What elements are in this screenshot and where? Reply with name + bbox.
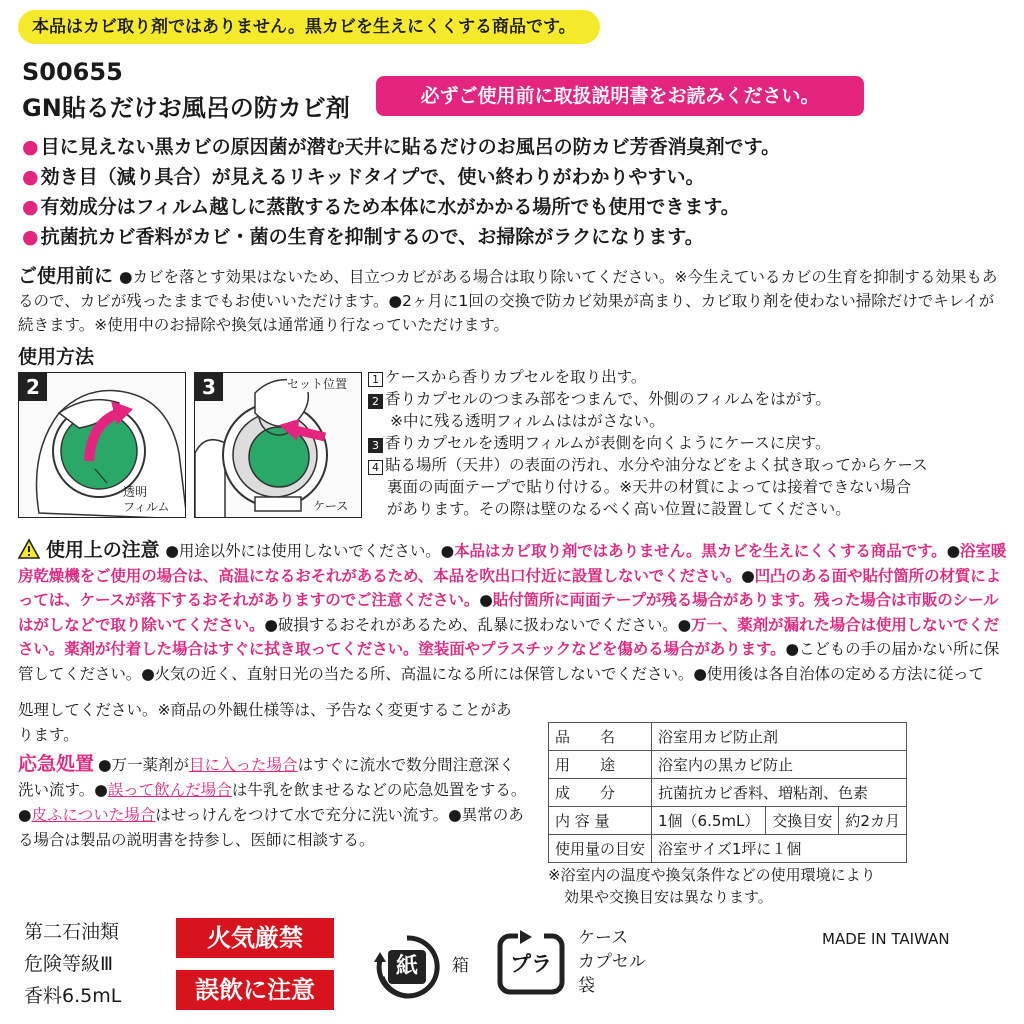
step-3-illustration xyxy=(194,372,362,518)
table-row: 品 名 浴室用カビ防止剤 xyxy=(549,723,907,751)
bullet-icon: ● xyxy=(22,136,39,158)
step-row: 2 香りカプセルのつまみ部をつまんで、外側のフィルムをはがす。 xyxy=(368,388,1008,410)
usage-environment-note: ※浴室内の温度や換気条件などの使用環境により 効果や交換目安は異なります。 xyxy=(548,866,876,906)
step-number: 3 xyxy=(368,438,383,453)
table-row: 用 途 浴室内の黒カビ防止 xyxy=(549,751,907,779)
caution-section: 使用上の注意 ●用途以外には使用しないでください。●本品はカビ取り剤ではありません。黒カビを生えにくくする商品です。●浴室暖房乾燥機をご使用の場合は、高温になるおそれがあるため、本品を吹出口付近に設置しないでください。●凹凸のある面や貼付箇所の材質によっては、ケースが落下するおそれがありますのでご注意ください。●貼付箇所に両面テープが残る場合があります。残った場合は市販のシールはがしなどで取り除いてください。●破損するおそれがあるため、乱暴に扱わないでください。●万一、薬剤が漏れた場合は使用しないでください。薬剤が付着した場合はすぐに拭き取ってください。塗装面やプラスチックなどを傷める場合があります。●こどもの手の届かない所に保管してください。●火気の近く、直射日光の当たる所、高温になる所には保管しないでください。●使用後は各自治体の定める方法に従って xyxy=(18,539,1007,683)
table-row: 内 容 量 1個（6.5mL） 交換目安 約2カ月 xyxy=(549,807,907,835)
step-number: 2 xyxy=(368,394,383,409)
paper-recycle-icon: 紙 xyxy=(372,932,442,1002)
usage-heading: 使用方法 xyxy=(18,346,95,368)
paper-recycle-label: 箱 xyxy=(452,956,469,976)
set-position-caption: セット位置 xyxy=(287,377,348,391)
caution-heading: 使用上の注意 xyxy=(46,539,160,561)
product-code: S00655 xyxy=(22,58,123,86)
plastic-recycle-icon: プラ xyxy=(494,926,568,1000)
feature-list xyxy=(22,132,1012,252)
feature-item: ● 目に見えない黒カビの原因菌が潜む天井に貼るだけのお風呂の防カビ芳香消臭剤です。 xyxy=(22,132,1012,162)
top-notice-banner: 本品はカビ取り剤ではありません。黒カビを生えにくくする商品です。 xyxy=(18,10,600,44)
caution-tail: 処理してください。※商品の外観仕様等は、予告なく変更することがあります。 xyxy=(18,701,512,744)
step-row: 3 香りカプセルを透明フィルムが表側を向くようにケースに戻す。 xyxy=(368,432,1008,454)
spec-table xyxy=(548,722,907,863)
made-in-label: MADE IN TAIWAN xyxy=(822,930,950,948)
usage-steps xyxy=(368,366,1008,520)
step-row: 1 ケースから香りカプセルを取り出す。 xyxy=(368,366,1008,388)
step-number-badge: 2 xyxy=(19,373,47,401)
step-2-illustration xyxy=(18,372,186,518)
step-row: 裏面の両面テープで貼り付ける。※天井の材質によっては接着できない場合 xyxy=(387,478,912,496)
before-use-text: ●カビを落とす効果はないため、目立つカビがある場合は取り除いてください。※今生えているカビの生育を抑制する効果もあるので、カビが残ったままでもお使いいただけます。●2ヶ月に1回の交換で防カビ効果が高まり、カビ取り剤を使わない掃除だけでキレイが続きます。※使用中のお掃除や換気は通常通り行なっていただけます。 xyxy=(18,268,998,334)
bullet-icon: ● xyxy=(22,166,39,188)
feature-item: ● 効き目（減り具合）が見えるリキッドタイプで、使い終わりがわかりやすい。 xyxy=(22,162,1012,192)
product-name: GN貼るだけお風呂の防カビ剤 xyxy=(22,94,350,122)
step-row: ※中に残る透明フィルムははがさない。 xyxy=(390,412,665,430)
step-number-badge: 3 xyxy=(195,373,223,401)
bullet-icon: ● xyxy=(22,226,39,248)
feature-item: ● 有効成分はフィルム越しに蒸散するため本体に水がかかる場所でも使用できます。 xyxy=(22,192,1012,222)
no-swallow-label: 誤飲に注意 xyxy=(176,970,334,1010)
plastic-recycle-label: ケース カプセル 袋 xyxy=(578,928,646,996)
before-use-heading: ご使用前に xyxy=(18,265,114,287)
bullet-icon: ● xyxy=(22,196,39,218)
step-row: があります。その際は壁のなるべく高い位置に設置してください。 xyxy=(387,500,851,518)
emergency-section: 応急処置 ●万一薬剤が目に入った場合はすぐに流水で数分間注意深く洗い流す。●誤って飲んだ場合は牛乳を飲ませるなどの応急処置をする。●皮ふについた場合はせっけんをつけて水で充分に洗い流す。●異常のある場合は製品の説明書を持参し、医師に相談する。 xyxy=(18,753,527,849)
feature-item: ● 抗菌抗カビ香料がカビ・菌の生育を抑制するので、お掃除がラクになります。 xyxy=(22,222,1012,252)
case-caption: ケース xyxy=(313,499,349,513)
table-row: 使用量の目安 浴室サイズ1坪に１個 xyxy=(549,835,907,863)
step-row: 4 貼る場所（天井）の表面の汚れ、水分や油分などをよく拭き取ってからケース xyxy=(368,454,1008,476)
emergency-heading: 応急処置 xyxy=(18,753,95,775)
step-number: 1 xyxy=(368,372,383,387)
hazard-classification: 第二石油類 危険等級Ⅲ 香料6.5mL xyxy=(24,921,122,1007)
step-number: 4 xyxy=(368,460,383,475)
film-caption: 透明 フィルム xyxy=(123,485,170,514)
read-manual-banner: 必ずご使用前に取扱説明書をお読みください。 xyxy=(376,76,864,116)
before-use-section xyxy=(18,264,1008,337)
warning-icon xyxy=(18,539,40,559)
no-fire-label: 火気厳禁 xyxy=(176,918,334,958)
table-row: 成 分 抗菌抗カビ香料、増粘剤、色素 xyxy=(549,779,907,807)
